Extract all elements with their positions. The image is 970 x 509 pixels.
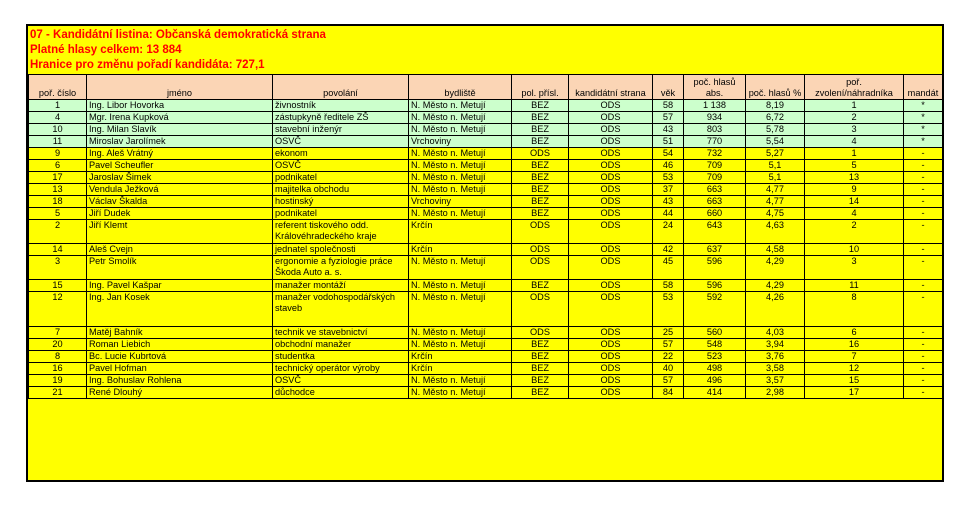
age-cell: 43 xyxy=(653,124,684,136)
affiliation-cell: BEZ xyxy=(512,124,569,136)
age-cell: 51 xyxy=(653,136,684,148)
col-political-affiliation: pol. přísl. xyxy=(512,75,569,100)
order-number-cell: 14 xyxy=(29,244,87,256)
age-cell: 46 xyxy=(653,160,684,172)
age-cell: 57 xyxy=(653,375,684,387)
party-cell: ODS xyxy=(569,375,653,387)
residence-cell: N. Město n. Metují xyxy=(409,292,512,327)
table-row xyxy=(29,363,943,375)
order-number-cell: 6 xyxy=(29,160,87,172)
name-cell: Mgr. Irena Kupková xyxy=(87,112,273,124)
occupation-cell: důchodce xyxy=(273,387,409,399)
votes-pct-cell: 4,58 xyxy=(746,244,805,256)
party-cell: ODS xyxy=(569,124,653,136)
order-number-cell: 13 xyxy=(29,184,87,196)
table-row xyxy=(29,160,943,172)
name-cell: Jaroslav Šimek xyxy=(87,172,273,184)
occupation-cell: hostinský xyxy=(273,196,409,208)
list-header xyxy=(30,28,942,73)
name-cell: Aleš Cvejn xyxy=(87,244,273,256)
table-row xyxy=(29,387,943,399)
preference-threshold: Hranice pro změnu pořadí kandidáta: 727,1 xyxy=(30,59,265,71)
table-row xyxy=(29,244,943,256)
occupation-cell: referent tiskového odd. Královéhradeckého kraje xyxy=(273,220,409,244)
election-order-cell: 3 xyxy=(805,124,904,136)
party-cell: ODS xyxy=(569,100,653,112)
name-cell: Ing. Bohuslav Rohlena xyxy=(87,375,273,387)
table-row xyxy=(29,292,943,327)
table-row xyxy=(29,280,943,292)
votes-pct-cell: 3,58 xyxy=(746,363,805,375)
table-row xyxy=(29,148,943,160)
residence-cell: Krčín xyxy=(409,220,512,244)
occupation-cell: podnikatel xyxy=(273,172,409,184)
election-order-cell: 17 xyxy=(805,387,904,399)
affiliation-cell: BEZ xyxy=(512,196,569,208)
affiliation-cell: ODS xyxy=(512,148,569,160)
col-name: jméno xyxy=(87,75,273,100)
election-order-cell: 10 xyxy=(805,244,904,256)
occupation-cell: zástupkyně ředitele ZŠ xyxy=(273,112,409,124)
name-cell: Petr Smolík xyxy=(87,256,273,280)
order-number-cell: 18 xyxy=(29,196,87,208)
name-cell: Václav Škalda xyxy=(87,196,273,208)
election-order-cell: 14 xyxy=(805,196,904,208)
mandate-cell: - xyxy=(904,292,943,327)
table-row xyxy=(29,136,943,148)
votes-pct-cell: 4,75 xyxy=(746,208,805,220)
party-cell: ODS xyxy=(569,172,653,184)
occupation-cell: obchodní manažer xyxy=(273,339,409,351)
mandate-cell: - xyxy=(904,256,943,280)
order-number-cell: 16 xyxy=(29,363,87,375)
residence-cell: N. Město n. Metují xyxy=(409,172,512,184)
party-cell: ODS xyxy=(569,112,653,124)
table-row xyxy=(29,196,943,208)
affiliation-cell: BEZ xyxy=(512,160,569,172)
election-order-cell: 15 xyxy=(805,375,904,387)
election-order-cell: 1 xyxy=(805,148,904,160)
mandate-cell: * xyxy=(904,136,943,148)
election-order-cell: 12 xyxy=(805,363,904,375)
age-cell: 22 xyxy=(653,351,684,363)
mandate-cell: - xyxy=(904,148,943,160)
name-cell: Ing. Milan Slavík xyxy=(87,124,273,136)
age-cell: 54 xyxy=(653,148,684,160)
age-cell: 42 xyxy=(653,244,684,256)
party-cell: ODS xyxy=(569,220,653,244)
order-number-cell: 3 xyxy=(29,256,87,280)
affiliation-cell: BEZ xyxy=(512,112,569,124)
age-cell: 57 xyxy=(653,112,684,124)
occupation-cell: ergonomie a fyziologie práce Škoda Auto a. s. xyxy=(273,256,409,280)
election-order-cell: 2 xyxy=(805,112,904,124)
age-cell: 57 xyxy=(653,339,684,351)
col-residence: bydliště xyxy=(409,75,512,100)
col-age: věk xyxy=(653,75,684,100)
votes-abs-cell: 592 xyxy=(684,292,746,327)
occupation-cell: stavební inženýr xyxy=(273,124,409,136)
table-row xyxy=(29,112,943,124)
mandate-cell: * xyxy=(904,112,943,124)
votes-abs-cell: 548 xyxy=(684,339,746,351)
votes-pct-cell: 3,57 xyxy=(746,375,805,387)
table-row xyxy=(29,124,943,136)
residence-cell: Krčín xyxy=(409,351,512,363)
name-cell: Vendula Ježková xyxy=(87,184,273,196)
mandate-cell: - xyxy=(904,172,943,184)
residence-cell: N. Město n. Metují xyxy=(409,256,512,280)
votes-abs-cell: 523 xyxy=(684,351,746,363)
mandate-cell: - xyxy=(904,375,943,387)
residence-cell: N. Město n. Metují xyxy=(409,339,512,351)
election-order-cell: 4 xyxy=(805,136,904,148)
votes-abs-cell: 1 138 xyxy=(684,100,746,112)
name-cell: Matěj Bahník xyxy=(87,327,273,339)
party-cell: ODS xyxy=(569,196,653,208)
mandate-cell: - xyxy=(904,196,943,208)
affiliation-cell: ODS xyxy=(512,256,569,280)
mandate-cell: - xyxy=(904,339,943,351)
age-cell: 58 xyxy=(653,100,684,112)
votes-pct-cell: 4,29 xyxy=(746,256,805,280)
election-order-cell: 2 xyxy=(805,220,904,244)
party-cell: ODS xyxy=(569,327,653,339)
occupation-cell: studentka xyxy=(273,351,409,363)
table-row xyxy=(29,375,943,387)
affiliation-cell: ODS xyxy=(512,292,569,327)
age-cell: 37 xyxy=(653,184,684,196)
name-cell: Jiří Dudek xyxy=(87,208,273,220)
votes-abs-cell: 560 xyxy=(684,327,746,339)
votes-pct-cell: 5,1 xyxy=(746,160,805,172)
col-election-order: poř. zvolení/náhradníka xyxy=(805,75,904,100)
election-order-cell: 16 xyxy=(805,339,904,351)
residence-cell: N. Město n. Metují xyxy=(409,148,512,160)
election-order-cell: 11 xyxy=(805,280,904,292)
col-occupation: povolání xyxy=(273,75,409,100)
candidate-list-sheet xyxy=(26,24,944,482)
order-number-cell: 8 xyxy=(29,351,87,363)
occupation-cell: ekonom xyxy=(273,148,409,160)
election-order-cell: 9 xyxy=(805,184,904,196)
residence-cell: N. Město n. Metují xyxy=(409,208,512,220)
order-number-cell: 21 xyxy=(29,387,87,399)
order-number-cell: 2 xyxy=(29,220,87,244)
votes-pct-cell: 5,27 xyxy=(746,148,805,160)
election-order-cell: 4 xyxy=(805,208,904,220)
col-order-number: poř. číslo xyxy=(29,75,87,100)
col-nominating-party: kandidátní strana xyxy=(569,75,653,100)
party-cell: ODS xyxy=(569,387,653,399)
residence-cell: N. Město n. Metují xyxy=(409,327,512,339)
order-number-cell: 17 xyxy=(29,172,87,184)
order-number-cell: 12 xyxy=(29,292,87,327)
votes-abs-cell: 637 xyxy=(684,244,746,256)
election-order-cell: 13 xyxy=(805,172,904,184)
table-row xyxy=(29,220,943,244)
name-cell: Jiří Klemt xyxy=(87,220,273,244)
col-mandate: mandát xyxy=(904,75,943,100)
election-order-cell: 6 xyxy=(805,327,904,339)
order-number-cell: 15 xyxy=(29,280,87,292)
votes-pct-cell: 5,54 xyxy=(746,136,805,148)
party-cell: ODS xyxy=(569,136,653,148)
residence-cell: N. Město n. Metují xyxy=(409,387,512,399)
votes-pct-cell: 4,03 xyxy=(746,327,805,339)
residence-cell: N. Město n. Metují xyxy=(409,112,512,124)
occupation-cell: OSVČ xyxy=(273,160,409,172)
votes-abs-cell: 663 xyxy=(684,196,746,208)
votes-pct-cell: 4,77 xyxy=(746,184,805,196)
mandate-cell: - xyxy=(904,280,943,292)
votes-pct-cell: 8,19 xyxy=(746,100,805,112)
votes-abs-cell: 934 xyxy=(684,112,746,124)
party-cell: ODS xyxy=(569,292,653,327)
votes-abs-cell: 732 xyxy=(684,148,746,160)
occupation-cell: technik ve stavebnictví xyxy=(273,327,409,339)
affiliation-cell: BEZ xyxy=(512,208,569,220)
col-votes-abs: poč. hlasů abs. xyxy=(684,75,746,100)
election-order-cell: 1 xyxy=(805,100,904,112)
order-number-cell: 20 xyxy=(29,339,87,351)
occupation-cell: podnikatel xyxy=(273,208,409,220)
table-row xyxy=(29,339,943,351)
age-cell: 24 xyxy=(653,220,684,244)
residence-cell: Vrchoviny xyxy=(409,136,512,148)
affiliation-cell: ODS xyxy=(512,220,569,244)
name-cell: Roman Liebich xyxy=(87,339,273,351)
table-body xyxy=(29,100,943,399)
votes-abs-cell: 709 xyxy=(684,172,746,184)
votes-abs-cell: 498 xyxy=(684,363,746,375)
affiliation-cell: ODS xyxy=(512,327,569,339)
votes-pct-cell: 2,98 xyxy=(746,387,805,399)
mandate-cell: - xyxy=(904,363,943,375)
mandate-cell: - xyxy=(904,208,943,220)
election-order-cell: 8 xyxy=(805,292,904,327)
occupation-cell: manažer montáží xyxy=(273,280,409,292)
mandate-cell: - xyxy=(904,387,943,399)
mandate-cell: - xyxy=(904,220,943,244)
affiliation-cell: BEZ xyxy=(512,363,569,375)
affiliation-cell: BEZ xyxy=(512,351,569,363)
votes-pct-cell: 4,77 xyxy=(746,196,805,208)
mandate-cell: - xyxy=(904,184,943,196)
name-cell: Ing. Pavel Kašpar xyxy=(87,280,273,292)
party-cell: ODS xyxy=(569,148,653,160)
residence-cell: N. Město n. Metují xyxy=(409,160,512,172)
votes-abs-cell: 709 xyxy=(684,160,746,172)
votes-abs-cell: 414 xyxy=(684,387,746,399)
votes-abs-cell: 803 xyxy=(684,124,746,136)
valid-votes-total: Platné hlasy celkem: 13 884 xyxy=(30,44,182,56)
residence-cell: N. Město n. Metují xyxy=(409,184,512,196)
votes-pct-cell: 5,1 xyxy=(746,172,805,184)
party-cell: ODS xyxy=(569,280,653,292)
occupation-cell: jednatel společnosti xyxy=(273,244,409,256)
age-cell: 43 xyxy=(653,196,684,208)
affiliation-cell: BEZ xyxy=(512,184,569,196)
name-cell: Bc. Lucie Kubrtová xyxy=(87,351,273,363)
votes-abs-cell: 496 xyxy=(684,375,746,387)
age-cell: 45 xyxy=(653,256,684,280)
residence-cell: N. Město n. Metují xyxy=(409,124,512,136)
order-number-cell: 19 xyxy=(29,375,87,387)
votes-abs-cell: 663 xyxy=(684,184,746,196)
age-cell: 84 xyxy=(653,387,684,399)
name-cell: René Dlouhý xyxy=(87,387,273,399)
order-number-cell: 5 xyxy=(29,208,87,220)
mandate-cell: * xyxy=(904,124,943,136)
age-cell: 40 xyxy=(653,363,684,375)
mandate-cell: - xyxy=(904,160,943,172)
party-cell: ODS xyxy=(569,351,653,363)
party-cell: ODS xyxy=(569,208,653,220)
votes-pct-cell: 4,63 xyxy=(746,220,805,244)
residence-cell: Krčín xyxy=(409,244,512,256)
col-votes-pct: poč. hlasů % xyxy=(746,75,805,100)
party-cell: ODS xyxy=(569,339,653,351)
table-header-row xyxy=(29,75,943,100)
order-number-cell: 4 xyxy=(29,112,87,124)
name-cell: Miroslav Jarolímek xyxy=(87,136,273,148)
name-cell: Pavel Hofman xyxy=(87,363,273,375)
occupation-cell: majitelka obchodu xyxy=(273,184,409,196)
order-number-cell: 11 xyxy=(29,136,87,148)
mandate-cell: - xyxy=(904,244,943,256)
party-cell: ODS xyxy=(569,256,653,280)
residence-cell: Krčín xyxy=(409,363,512,375)
candidates-table xyxy=(28,74,943,399)
residence-cell: N. Město n. Metují xyxy=(409,280,512,292)
occupation-cell: OSVČ xyxy=(273,375,409,387)
order-number-cell: 9 xyxy=(29,148,87,160)
votes-pct-cell: 3,76 xyxy=(746,351,805,363)
votes-pct-cell: 4,29 xyxy=(746,280,805,292)
affiliation-cell: BEZ xyxy=(512,136,569,148)
table-row xyxy=(29,351,943,363)
residence-cell: Vrchoviny xyxy=(409,196,512,208)
affiliation-cell: BEZ xyxy=(512,339,569,351)
election-order-cell: 3 xyxy=(805,256,904,280)
occupation-cell: manažer vodohospodářských staveb xyxy=(273,292,409,327)
age-cell: 44 xyxy=(653,208,684,220)
residence-cell: N. Město n. Metují xyxy=(409,100,512,112)
party-cell: ODS xyxy=(569,244,653,256)
residence-cell: N. Město n. Metují xyxy=(409,375,512,387)
list-title: 07 - Kandidátní listina: Občanská demokratická strana xyxy=(30,29,326,41)
votes-pct-cell: 6,72 xyxy=(746,112,805,124)
name-cell: Ing. Jan Kosek xyxy=(87,292,273,327)
mandate-cell: - xyxy=(904,327,943,339)
affiliation-cell: ODS xyxy=(512,244,569,256)
table-row xyxy=(29,208,943,220)
age-cell: 58 xyxy=(653,280,684,292)
name-cell: Pavel Scheufler xyxy=(87,160,273,172)
party-cell: ODS xyxy=(569,184,653,196)
table-row xyxy=(29,256,943,280)
affiliation-cell: BEZ xyxy=(512,172,569,184)
occupation-cell: OSVČ xyxy=(273,136,409,148)
table-row xyxy=(29,100,943,112)
table-row xyxy=(29,172,943,184)
votes-abs-cell: 660 xyxy=(684,208,746,220)
occupation-cell: technický operátor výroby xyxy=(273,363,409,375)
age-cell: 25 xyxy=(653,327,684,339)
party-cell: ODS xyxy=(569,363,653,375)
party-cell: ODS xyxy=(569,160,653,172)
mandate-cell: - xyxy=(904,351,943,363)
affiliation-cell: BEZ xyxy=(512,375,569,387)
table-row xyxy=(29,184,943,196)
name-cell: Ing. Aleš Vrátný xyxy=(87,148,273,160)
election-order-cell: 7 xyxy=(805,351,904,363)
order-number-cell: 1 xyxy=(29,100,87,112)
votes-pct-cell: 4,26 xyxy=(746,292,805,327)
order-number-cell: 10 xyxy=(29,124,87,136)
name-cell: Ing. Libor Hovorka xyxy=(87,100,273,112)
affiliation-cell: BEZ xyxy=(512,100,569,112)
affiliation-cell: BEZ xyxy=(512,280,569,292)
age-cell: 53 xyxy=(653,292,684,327)
affiliation-cell: BEZ xyxy=(512,387,569,399)
votes-pct-cell: 3,94 xyxy=(746,339,805,351)
votes-abs-cell: 596 xyxy=(684,280,746,292)
votes-abs-cell: 596 xyxy=(684,256,746,280)
mandate-cell: * xyxy=(904,100,943,112)
table-row xyxy=(29,327,943,339)
votes-abs-cell: 770 xyxy=(684,136,746,148)
occupation-cell: živnostník xyxy=(273,100,409,112)
order-number-cell: 7 xyxy=(29,327,87,339)
age-cell: 53 xyxy=(653,172,684,184)
election-order-cell: 5 xyxy=(805,160,904,172)
votes-pct-cell: 5,78 xyxy=(746,124,805,136)
votes-abs-cell: 643 xyxy=(684,220,746,244)
